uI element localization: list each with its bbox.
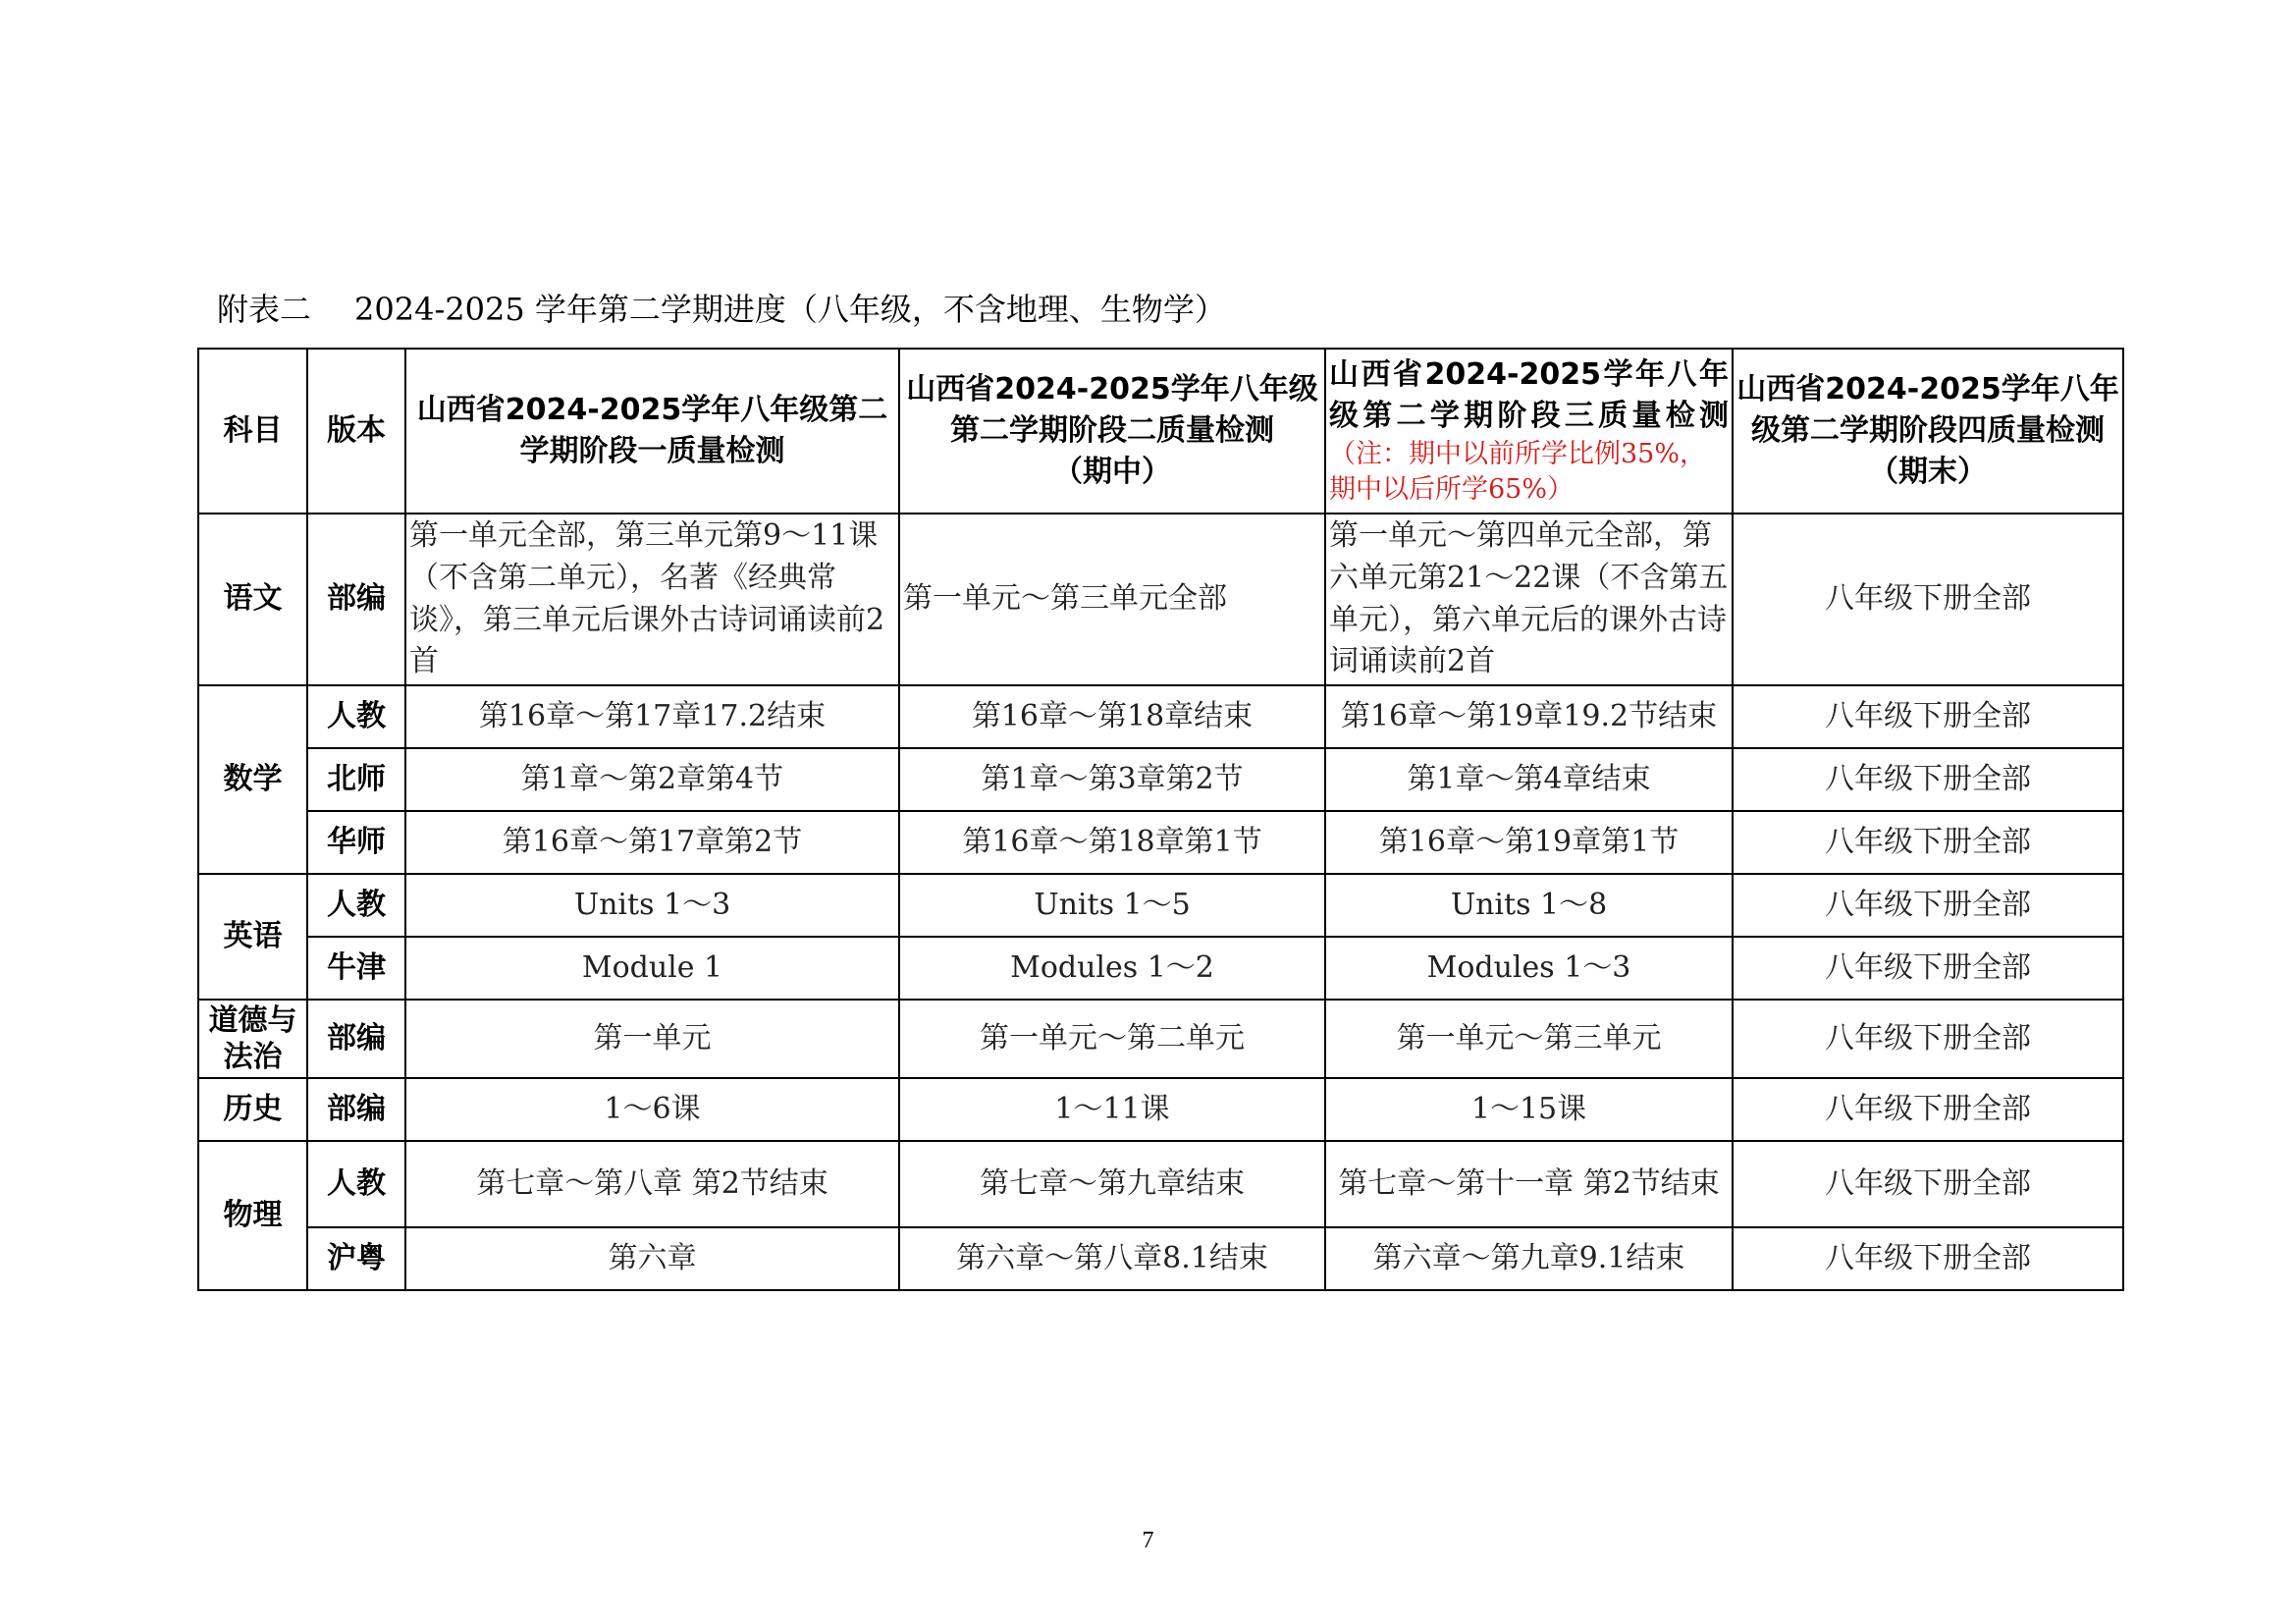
stage1-cell: 1～6课	[405, 1078, 899, 1141]
header-stage4-sub: （期末）	[1869, 455, 1987, 489]
subject-cell: 物理	[198, 1141, 307, 1290]
table-row-english-niujin	[198, 937, 2123, 1000]
subject-cell: 道德与法治	[198, 1000, 307, 1078]
stage3-cell: 第16章～第19章19.2节结束	[1325, 685, 1733, 748]
stage1-cell: 第六章	[405, 1227, 899, 1290]
caption-title: 2024-2025 学年第二学期进度（八年级，不含地理、生物学）	[354, 291, 1226, 328]
version-cell: 华师	[307, 811, 405, 874]
table-row-english-renjiao	[198, 874, 2123, 937]
version-cell: 部编	[307, 1078, 405, 1141]
stage1-cell: Module 1	[405, 937, 899, 1000]
stage2-cell: 第六章～第八章8.1结束	[899, 1227, 1325, 1290]
stage3-cell: 第1章～第4章结束	[1325, 748, 1733, 811]
header-stage2	[899, 349, 1325, 514]
subject-cell: 英语	[198, 874, 307, 1000]
stage4-cell: 八年级下册全部	[1733, 937, 2123, 1000]
version-cell: 人教	[307, 1141, 405, 1227]
stage4-cell: 八年级下册全部	[1733, 1227, 2123, 1290]
header-stage3	[1325, 349, 1733, 514]
stage3-cell: 第16章～第19章第1节	[1325, 811, 1733, 874]
version-cell: 部编	[307, 514, 405, 685]
version-cell: 沪粤	[307, 1227, 405, 1290]
header-stage2-title: 山西省2024-2025学年八年级第二学期阶段二质量检测	[906, 372, 1318, 448]
stage4-cell: 八年级下册全部	[1733, 1078, 2123, 1141]
stage4-cell: 八年级下册全部	[1733, 811, 2123, 874]
header-stage4-title: 山西省2024-2025学年八年级第二学期阶段四质量检测	[1736, 372, 2119, 448]
version-cell: 部编	[307, 1000, 405, 1078]
stage2-cell: 第16章～第18章结束	[899, 685, 1325, 748]
stage4-cell: 八年级下册全部	[1733, 1141, 2123, 1227]
table-caption	[217, 285, 1226, 330]
stage3-cell: 第一单元～第三单元	[1325, 1000, 1733, 1078]
header-stage4	[1733, 349, 2123, 514]
header-stage1: 山西省2024-2025学年八年级第二学期阶段一质量检测	[405, 349, 899, 514]
table-row-physics-huyue	[198, 1227, 2123, 1290]
stage2-cell: 第七章～第九章结束	[899, 1141, 1325, 1227]
version-cell: 北师	[307, 748, 405, 811]
header-stage3-note: （注：期中以前所学比例35%，期中以后所学65%）	[1329, 438, 1707, 505]
subject-cell: 历史	[198, 1078, 307, 1141]
version-cell: 牛津	[307, 937, 405, 1000]
stage1-cell: 第一单元	[405, 1000, 899, 1078]
table-row-physics-renjiao	[198, 1141, 2123, 1227]
version-cell: 人教	[307, 874, 405, 937]
stage2-cell: 第16章～第18章第1节	[899, 811, 1325, 874]
stage1-cell: 第16章～第17章17.2结束	[405, 685, 899, 748]
table-row-math-huashi	[198, 811, 2123, 874]
stage4-cell: 八年级下册全部	[1733, 685, 2123, 748]
stage2-cell: Modules 1～2	[899, 937, 1325, 1000]
stage3-cell: 1～15课	[1325, 1078, 1733, 1141]
stage4-cell: 八年级下册全部	[1733, 1000, 2123, 1078]
table-row-math-beishi	[198, 748, 2123, 811]
header-stage3-title: 山西省2024-2025学年八年级第二学期阶段三质量检测	[1329, 356, 1729, 433]
stage3-cell: 第六章～第九章9.1结束	[1325, 1227, 1733, 1290]
stage3-cell: Units 1～8	[1325, 874, 1733, 937]
table-row-chinese	[198, 514, 2123, 685]
version-cell: 人教	[307, 685, 405, 748]
stage1-cell: Units 1～3	[405, 874, 899, 937]
stage3-cell: 第一单元～第四单元全部，第六单元第21～22课（不含第五单元），第六单元后的课外古诗词诵读前2首	[1325, 514, 1733, 685]
stage1-cell: 第七章～第八章 第2节结束	[405, 1141, 899, 1227]
stage4-cell: 八年级下册全部	[1733, 748, 2123, 811]
subject-cell: 数学	[198, 685, 307, 874]
stage3-cell: Modules 1～3	[1325, 937, 1733, 1000]
header-subject: 科目	[198, 349, 307, 514]
stage4-cell: 八年级下册全部	[1733, 874, 2123, 937]
stage2-cell: 1～11课	[899, 1078, 1325, 1141]
page-number: 7	[1142, 1528, 1154, 1553]
table-row-history	[198, 1078, 2123, 1141]
header-version: 版本	[307, 349, 405, 514]
subject-cell: 语文	[198, 514, 307, 685]
stage2-cell: 第一单元～第二单元	[899, 1000, 1325, 1078]
stage3-cell: 第七章～第十一章 第2节结束	[1325, 1141, 1733, 1227]
header-stage2-sub: （期中）	[1053, 455, 1171, 489]
header-row	[198, 349, 2123, 514]
stage2-cell: Units 1～5	[899, 874, 1325, 937]
stage1-cell: 第1章～第2章第4节	[405, 748, 899, 811]
table-row-morality	[198, 1000, 2123, 1078]
stage4-cell: 八年级下册全部	[1733, 514, 2123, 685]
table-row-math-renjiao	[198, 685, 2123, 748]
stage1-cell: 第16章～第17章第2节	[405, 811, 899, 874]
stage2-cell: 第一单元～第三单元全部	[899, 514, 1325, 685]
stage1-cell: 第一单元全部，第三单元第9～11课（不含第二单元），名著《经典常谈》，第三单元后课外古诗词诵读前2首	[405, 514, 899, 685]
caption-label: 附表二	[217, 291, 312, 328]
progress-table	[197, 348, 2124, 1291]
stage2-cell: 第1章～第3章第2节	[899, 748, 1325, 811]
